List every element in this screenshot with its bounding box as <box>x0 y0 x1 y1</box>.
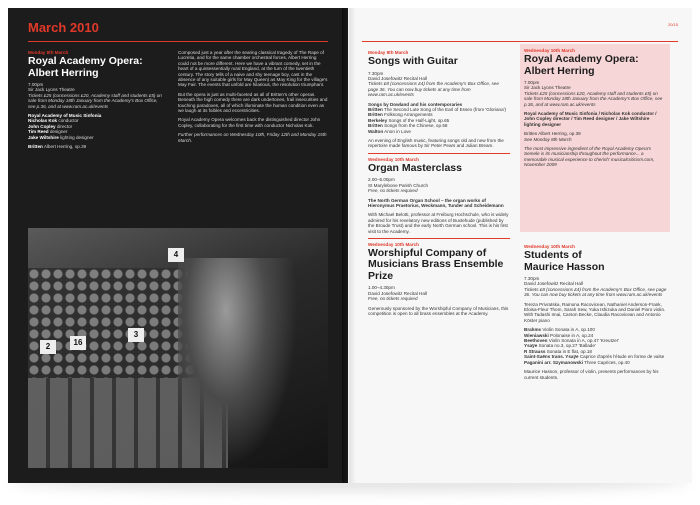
events-column-1 <box>368 50 510 316</box>
month-rule <box>28 41 328 42</box>
programme-heading: The North German Organ School – the organ works of Hieronymus Praetorius, Weckmann, Tunder and Scheidemann <box>368 197 504 208</box>
event-venue: David Josefowitz Recital Hall <box>368 75 427 81</box>
programme-line: Ysaÿe Sonata no.3, op.27 'Ballade' <box>524 343 596 349</box>
price-tag: 16 <box>70 336 86 350</box>
price-tag: 4 <box>168 248 184 262</box>
event-tickets: Tickets £25 (concessions £20, Academy staff and students £5) on sale from Monday 18th January from the Academy's Box Office, see p.36, and at www.ram.ac.uk/events <box>28 92 162 109</box>
press-quote: The most impressive ingredient of the Royal Academy Opera's Semele is its musicianship throughout the performance... a memorable musical experience to cherish' musicalcriticism.com, November 2009 <box>524 146 655 168</box>
event-title-line-1: Royal Academy Opera: <box>524 53 639 65</box>
programme-line: Wieniawski Polonaise in A, op.24 <box>524 332 594 338</box>
event-date: Wednesday 10th March <box>368 156 419 162</box>
event-date: Monday 8th March <box>28 50 69 55</box>
programme-line: Beethoven Violin Sonata in A, op.47 'Kreutzer' <box>524 338 620 344</box>
event-date: Wednesday 10th March <box>524 244 575 249</box>
price-tag: 2 <box>40 340 56 354</box>
programme-line: Britten Songs from the Chinese, op.58 <box>368 123 448 129</box>
programme-line: Saint-Saëns trans. Ysaÿe Caprice d'après l'étude en forme de valse <box>524 354 665 360</box>
event-albert-herring-main <box>28 50 166 149</box>
event-albert-herring-repeat <box>524 48 666 168</box>
credits: Royal Academy of Music Sinfonia / Nicholas Kok conductor / John Copley director / Tim Reed designer / Jake Wiltshire lighting designer <box>524 111 657 127</box>
event-tickets: Tickets £8 (concessions £4) from the Academy's Box Office, see page 36. You can now buy tickets at any time from www.ram.ac.uk/events <box>368 81 499 98</box>
programme-line: R Strauss Sonata in E flat, op.18 <box>524 348 592 354</box>
fruit-pile <box>28 268 198 378</box>
programme-heading: Songs by Dowland and his contemporaries <box>368 101 463 107</box>
event-venue: David Josefowitz Recital Hall <box>524 281 583 287</box>
description-paragraph: Composed just a year after the searing classical tragedy of The Rape of Lucretia, and for the same chamber orchestral forces, Albert Herring could not be more different. Here we have a vibrant comedy, set in the heart of a quintessentially rural England, at the turn of the twentieth century. The story tells of a naive and shy teenage boy, cast in the absence of any suitable girls for May Queen) as May King for the village's May Fair. The events that unfold are hilarious, the resolution triumphant. <box>178 50 328 88</box>
event-venue: St Marylebone Parish Church <box>368 182 429 188</box>
description-paragraph: But the opera is just as multi-faceted as all of Britten's other operas. Beneath the high comedy there are dark undertones, frail insecurities and touching paradoxes, all of which illuminate the human condition even as we laugh at its foibles and eccentricities. <box>178 91 328 114</box>
event-title-line-1: Students of <box>524 249 582 261</box>
description-paragraph: Royal Academy Opera welcomes back the distinguished director John Copley, collaborating for the first time with conductor Nicholas Kok. <box>178 117 321 128</box>
event-title-line-2: Maurice Hasson <box>524 260 605 273</box>
programme-line: Berkeley Songs of the Half-Light, op.65 <box>368 117 450 123</box>
event-date: Wednesday 10th March <box>524 48 575 53</box>
event-title-line-2: Albert Herring <box>28 66 99 79</box>
credit-line: Jake Wiltshire lighting designer <box>28 134 94 140</box>
event-title-line-2: Albert Herring <box>524 64 595 77</box>
open-booklet <box>8 8 692 483</box>
event-title: Worshipful Company of Musicians Brass Ensemble Prize <box>368 246 504 282</box>
see-also: See Monday 8th March <box>524 136 572 142</box>
event-brass-ensemble-prize <box>368 242 510 317</box>
programme-line: Britten Albert Herring, op.39 <box>28 144 87 150</box>
event-note: Maurice Hasson, professor of violin, presents performances by his current students. <box>524 369 659 380</box>
event-time: 7.30pm <box>368 70 384 76</box>
event-divider <box>368 153 510 154</box>
programme-line: Britten Albert Herring, op.39 <box>524 131 581 137</box>
event-date: Monday 8th March <box>368 50 409 55</box>
month-heading: March 2010 <box>28 20 99 35</box>
vendor-figure <box>178 258 298 468</box>
right-page <box>348 8 692 483</box>
left-page <box>8 8 348 483</box>
programme-line: Brahms Violin Sonata in A, op.100 <box>524 327 595 333</box>
market-vendor-photo <box>28 228 328 468</box>
event-description <box>178 50 328 143</box>
event-venue: Sir Jack Lyons Theatre <box>28 87 75 93</box>
booklet-spine <box>342 8 356 483</box>
event-venue: Sir Jack Lyons Theatre <box>524 85 571 91</box>
further-performances: Further performances on Wednesday 10th, Friday 12th and Monday 15th March. <box>178 132 327 143</box>
credit-line: John Copley director <box>28 123 73 129</box>
event-songs-with-guitar <box>368 50 510 149</box>
event-time: 7.00pm <box>28 82 44 87</box>
credit-line: Royal Academy of Music Sinfonia <box>28 113 102 119</box>
event-note: Generously sponsored by the Worshipful Company of Musicians, this competition is open to all brass ensembles at the Academy. <box>368 305 509 317</box>
page-number: 20/15 <box>667 22 678 27</box>
event-note: With Michael Belotti, professor at Freiburg Hochschule, who is widely admired for his revelatory new editions of Buxtehude (published by the Broude Trust) and the early North German school. This is his first visit to the Academy. <box>368 212 509 234</box>
event-maurice-hasson <box>524 244 670 380</box>
event-time: 2.00–5.00pm <box>368 177 395 183</box>
event-title-line-1: Royal Academy Opera: <box>28 55 143 67</box>
event-time: 1.00–4.30pm <box>368 285 395 291</box>
event-divider <box>368 238 510 239</box>
programme-line: Britten Folksong Arrangements <box>368 112 433 118</box>
credit-line: Tim Reed designer <box>28 129 68 135</box>
performers: Tereza Privratska, Ramona Racovicean, Nathaniel Anderson-Frank, Eloisa-Fleur Thom, Sarah Sew, Yuka Ishizuka and Daniel Pioro violin. With Tadashi Imai, Carson Becke, Claudia Racovicean and Antonio Köster piano <box>524 301 666 323</box>
event-tickets: Tickets £8 (concessions £4) from the Academy's Box Office, see page 36. You can now buy tickets at any time from www.ram.ac.uk/events <box>524 286 667 298</box>
programme-line: Paganini arr. Szymanowski Three Caprices, op.40 <box>524 359 630 365</box>
event-tickets: Tickets £25 (concessions £20, Academy staff and students £5) on sale from Monday 18th January from the Academy's Box Office, see p.36, and at www.ram.ac.uk/events <box>524 90 663 107</box>
programme-line: Britten The Second Lute Song of the Earl of Essex (from 'Gloriana') <box>368 106 507 112</box>
event-note: An evening of English music, featuring songs old and new from the repertoire made famous by Sir Peter Pears and Julian Bream. <box>368 137 504 149</box>
event-tickets: Free, no tickets required <box>368 296 418 302</box>
event-title <box>524 54 666 77</box>
event-title <box>524 250 670 273</box>
event-organ-masterclass <box>368 157 510 234</box>
event-date: Wednesday 10th March <box>368 241 419 247</box>
credit-line: Nicholas Kok conductor <box>28 118 79 124</box>
event-time: 7.30pm <box>524 276 540 281</box>
programme-line: Walton Anon in Love <box>368 128 411 134</box>
page-rule <box>362 41 678 42</box>
event-tickets: Free, no tickets required <box>368 188 418 194</box>
event-title: Songs with Guitar <box>368 55 458 67</box>
event-title <box>28 56 166 79</box>
event-title: Organ Masterclass <box>368 161 462 174</box>
price-tag: 3 <box>128 328 144 342</box>
event-venue: David Josefowitz Recital Hall <box>368 290 427 296</box>
event-time: 7.00pm <box>524 80 540 85</box>
